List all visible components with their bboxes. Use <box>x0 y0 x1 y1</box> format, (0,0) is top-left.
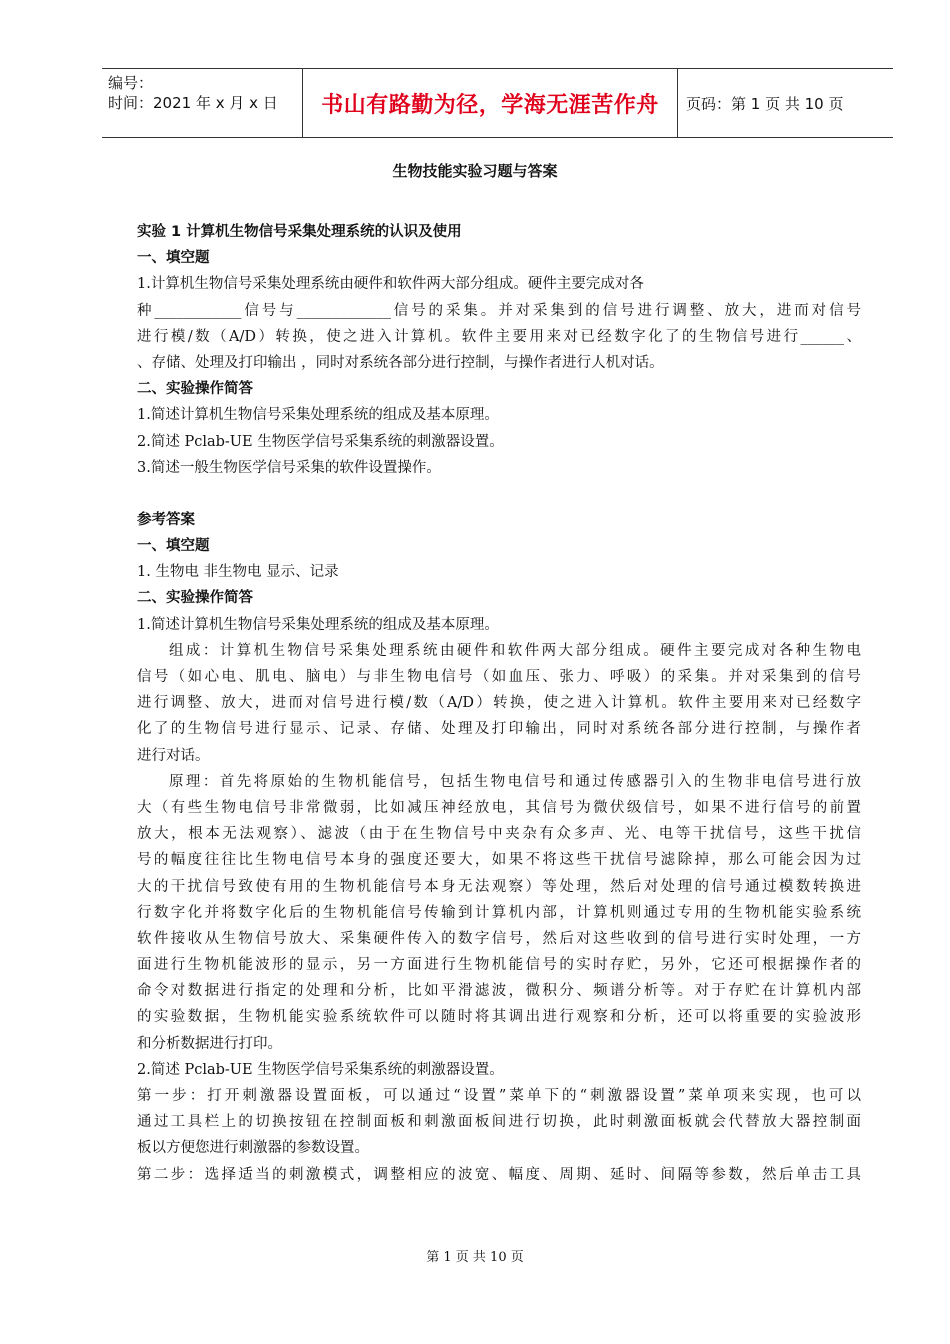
text-line: 种____________信号与_____________信号的采集。并对采集到的信号进行调整、放大，进而对信号 <box>137 302 861 319</box>
text-line: 的实验数据，生物机能实验系统软件可以随时将其调出进行观察和分析，还可以将重要的实验波形 <box>137 1009 861 1026</box>
blank-line <box>137 481 861 507</box>
date-label: 时间：2021 年 x 月 x 日 <box>108 94 278 112</box>
header-meta <box>102 69 302 137</box>
text-line: 命令对数据进行指定的处理和分析，比如平滑滤波，微积分、频谱分析等。对于存贮在计算机内部 <box>137 983 861 1000</box>
text-line: 行数字化并将数字化后的生物机能信号传输到计算机内部，计算机则通过专用的生物机能实验系统 <box>137 904 861 921</box>
text-line: 大的干扰信号致使有用的生物机能信号本身无法观察）等处理，然后对处理的信号通过模数转换进 <box>137 878 861 895</box>
page-header <box>102 68 893 138</box>
motto-text: 书山有路勤为径，学海无涯苦作舟 <box>321 92 659 118</box>
text-line: 号的幅度往往比生物电信号本身的强度还要大，如果不将这些干扰信号滤除掉，那么可能会因为过 <box>137 852 861 869</box>
text-line: 1.简述计算机生物信号采集处理系统的组成及基本原理。 <box>137 407 499 424</box>
document-title: 生物技能实验习题与答案 <box>392 162 558 180</box>
text-line: 2.简述 Pclab-UE 生物医学信号采集系统的刺激器设置。 <box>137 1061 504 1078</box>
section-heading: 二、实验操作简答 <box>137 381 253 398</box>
text-line: 2.简述 Pclab-UE 生物医学信号采集系统的刺激器设置。 <box>137 433 504 450</box>
section-heading: 参考答案 <box>137 511 195 528</box>
text-line: 化了的生物信号进行显示、记录、存储、处理及打印输出，同时对系统各部分进行控制，与操作者 <box>137 721 861 738</box>
text-line: 组成：计算机生物信号采集处理系统由硬件和软件两大部分组成。硬件主要完成对各种生物电 <box>169 642 861 659</box>
number-label: 编号： <box>108 74 154 92</box>
text-line: 第一步：打开刺激器设置面板，可以通过“设置”菜单下的“刺激器设置”菜单项来实现，也可以 <box>137 1088 861 1104</box>
document-body <box>137 219 861 1188</box>
text-line: 进行对话。 <box>137 747 210 764</box>
text-line: 放大，根本无法观察）、滤波（由于在生物信号中夹杂有众多声、光、电等干扰信号，这些干扰信 <box>137 826 861 843</box>
text-line: 板以方便您进行刺激器的参数设置。 <box>137 1140 369 1157</box>
section-heading: 一、填空题 <box>137 538 210 555</box>
text-line: 3.简述一般生物医学信号采集的软件设置操作。 <box>137 459 441 476</box>
text-line: 进行模/数（A/D）转换，使之进入计算机。软件主要用来对已经数字化了的生物信号进行______、 <box>137 328 861 345</box>
text-line: 通过工具栏上的切换按钮在控制面板和刺激面板间进行切换，此时刺激面板就会代替放大器控制面 <box>137 1114 861 1131</box>
page-label: 页码：第 1 页 共 10 页 <box>686 94 844 113</box>
text-line: 原理：首先将原始的生物机能信号，包括生物电信号和通过传感器引入的生物非电信号进行放 <box>169 773 861 790</box>
text-line: 软件接收从生物信号放大、采集硬件传入的数字信号，然后对这些收到的信号进行实时处理，一方 <box>137 930 861 947</box>
header-motto-cell <box>302 69 678 137</box>
text-line: 1.计算机生物信号采集处理系统由硬件和软件两大部分组成。硬件主要完成对各 <box>137 276 644 293</box>
section-heading: 实验 1 计算机生物信号采集处理系统的认识及使用 <box>137 224 462 240</box>
page-footer: 第 1 页 共 10 页 <box>426 1250 524 1265</box>
text-line: 1.简述计算机生物信号采集处理系统的组成及基本原理。 <box>137 616 499 633</box>
text-line: 和分析数据进行打印。 <box>137 1035 282 1052</box>
text-line: 面进行生物机能波形的显示，另一方面进行生物机能信号的实时存贮，另外，它还可根据操作者的 <box>137 957 861 974</box>
text-line: 大（有些生物电信号非常微弱，比如减压神经放电，其信号为微伏级信号，如果不进行信号的前置 <box>137 799 861 816</box>
section-heading: 二、实验操作简答 <box>137 590 253 607</box>
text-line: 、存储、处理及打印输出 ，同时对系统各部分进行控制，与操作者进行人机对话。 <box>137 354 664 371</box>
header-page-cell <box>677 69 893 137</box>
section-heading: 一、填空题 <box>137 250 210 267</box>
text-line: 1. 生物电 非生物电 显示、记录 <box>137 564 339 581</box>
text-line: 第二步：选择适当的刺激模式，调整相应的波宽、幅度、周期、延时、间隔等参数，然后单击工具 <box>137 1166 861 1183</box>
text-line: 进行调整、放大，进而对信号进行模/数（A/D）转换，使之进入计算机。软件主要用来对已经数字 <box>137 695 861 712</box>
text-line: 信号（如心电、肌电、脑电）与非生物电信号（如血压、张力、呼吸）的采集。并对采集到的信号 <box>137 669 861 685</box>
